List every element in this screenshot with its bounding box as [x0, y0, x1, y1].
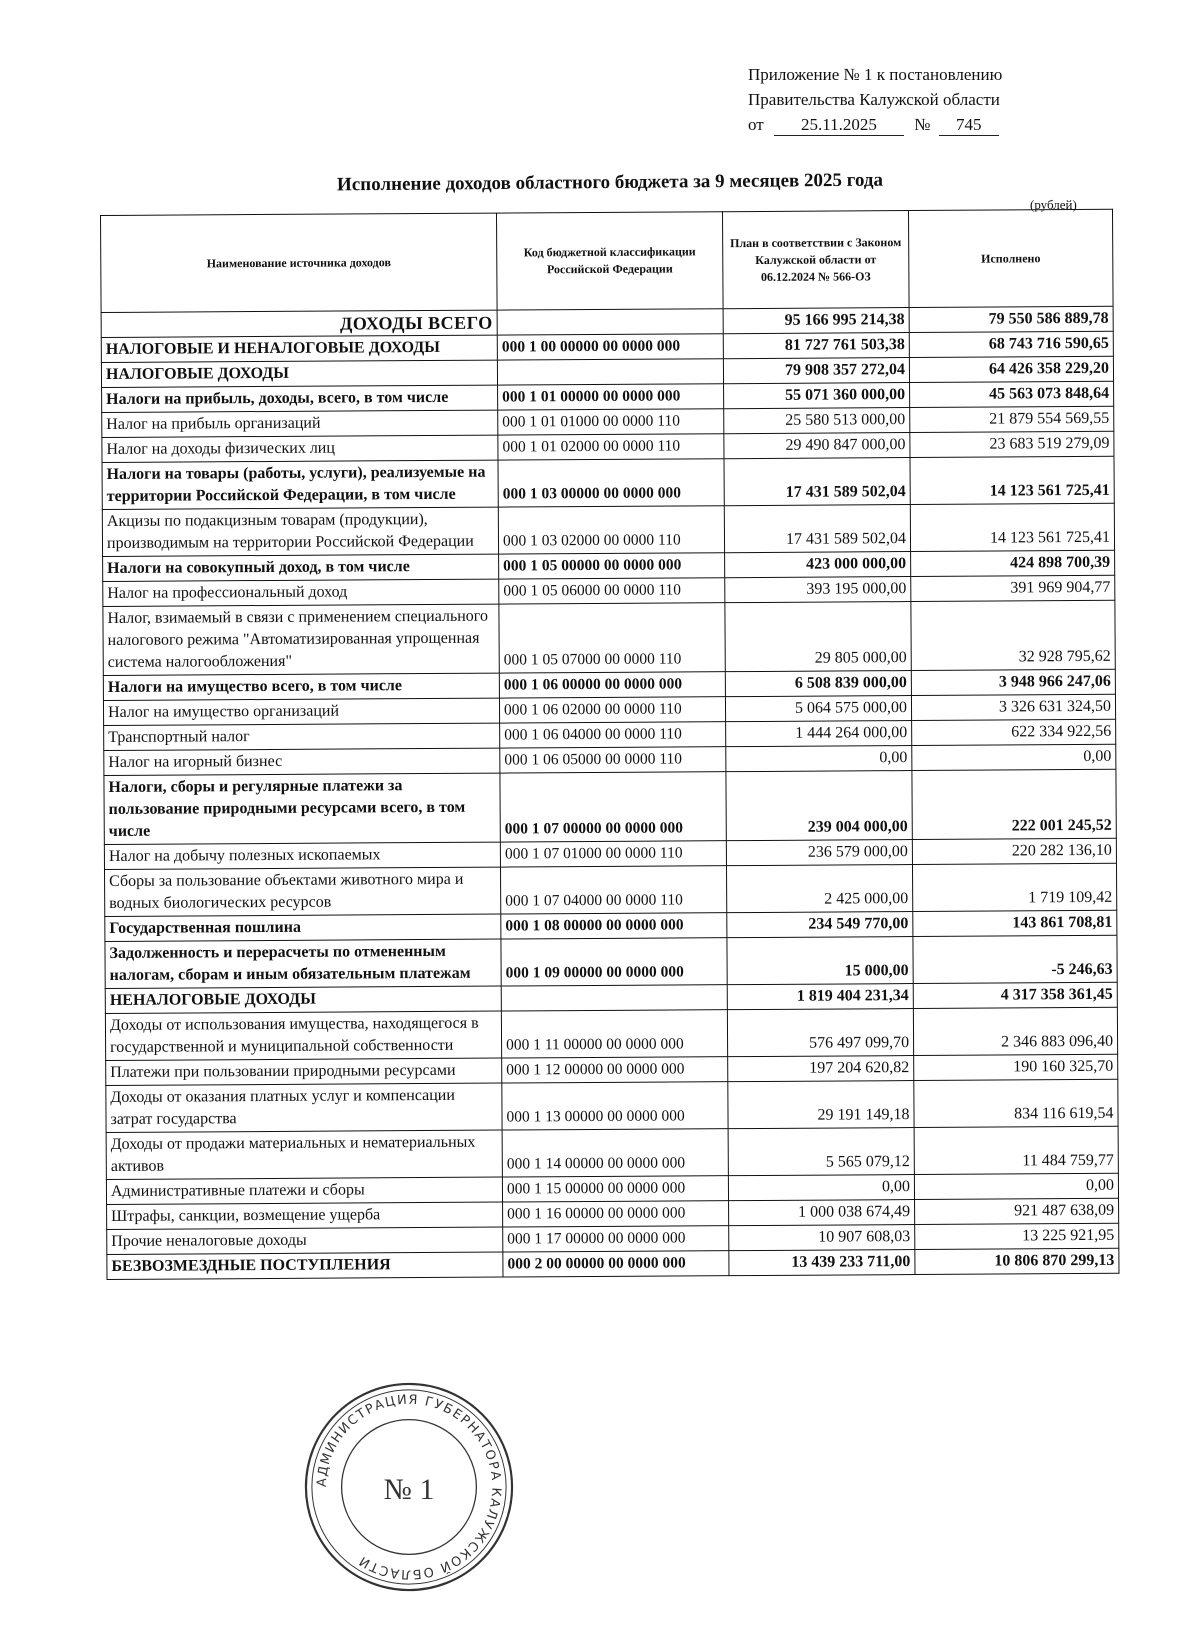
row-name: Административные платежи и сборы — [106, 1177, 502, 1204]
column-header-plan: План в соответствии с Законом Калужской области от 06.12.2024 № 566-ОЗ — [722, 211, 909, 309]
row-code: 000 1 14 00000 00 0000 000 — [502, 1129, 728, 1177]
row-code: 000 1 05 06000 00 0000 110 — [499, 578, 725, 604]
row-name: Налог на добычу полезных ископаемых — [104, 842, 500, 869]
row-name: Налог на доходы физических лиц — [102, 435, 498, 462]
row-executed: 45 563 073 848,64 — [910, 381, 1114, 407]
row-plan: 239 004 000,00 — [726, 771, 912, 841]
table-row — [105, 1007, 1117, 1060]
row-plan: 29 805 000,00 — [725, 602, 911, 672]
row-name: Доходы от оказания платных услуг и компенсации затрат государства — [106, 1083, 502, 1132]
appendix-header — [748, 62, 1068, 137]
row-name: Задолженность и перерасчеты по отмененным налогам, сборам и иным обязательным платежам — [105, 939, 501, 988]
row-name: Сборы за пользование объектами животного мира и водных биологических ресурсов — [104, 867, 500, 916]
row-executed: 0,00 — [912, 744, 1116, 770]
row-code: 000 1 11 00000 00 0000 000 — [501, 1010, 727, 1058]
row-code: 000 1 07 01000 00 0000 110 — [500, 841, 726, 867]
row-plan: 10 907 608,03 — [729, 1225, 915, 1251]
row-executed: -5 246,63 — [913, 935, 1117, 983]
row-executed: 21 879 554 569,55 — [910, 406, 1114, 432]
row-executed: 3 948 966 247,06 — [911, 669, 1115, 695]
table-header-row — [101, 209, 1114, 312]
table-row — [106, 1126, 1118, 1179]
row-name: НАЛОГОВЫЕ И НЕНАЛОГОВЫЕ ДОХОДЫ — [101, 335, 497, 362]
row-executed: 834 116 619,54 — [914, 1079, 1118, 1127]
row-name: Доходы от использования имущества, находящегося в государственной и муниципальной собственности — [105, 1011, 501, 1060]
row-name: Налог, взимаемый в связи с применением специального налогового режима "Автоматизированная упрощенная система налогообложения" — [103, 604, 499, 675]
row-name: Налоги на товары (работы, услуги), реализуемые на территории Российской Федерации, в том числе — [102, 460, 498, 509]
units-label: (рублей) — [1030, 197, 1077, 212]
row-name: Налоги на прибыль, доходы, всего, в том числе — [102, 385, 498, 412]
row-name: Налог на имущество организаций — [103, 698, 499, 725]
row-name: Налог на профессиональный доход — [103, 579, 499, 606]
appendix-line-1: Приложение № 1 к постановлению — [748, 65, 1003, 84]
row-code: 000 1 12 00000 00 0000 000 — [502, 1057, 728, 1083]
row-code: 000 1 15 00000 00 0000 000 — [502, 1176, 728, 1202]
row-code: 000 1 13 00000 00 0000 000 — [502, 1082, 728, 1130]
from-label: от — [748, 115, 764, 134]
row-plan: 1 444 264 000,00 — [726, 721, 912, 747]
row-executed: 143 861 708,81 — [913, 910, 1117, 936]
row-plan: 197 204 620,82 — [728, 1056, 914, 1082]
row-executed: 14 123 561 725,41 — [910, 456, 1114, 504]
row-plan: 29 191 149,18 — [728, 1081, 914, 1129]
row-name: Штрафы, санкции, возмещение ущерба — [107, 1202, 503, 1229]
table-row — [102, 503, 1114, 556]
row-plan: 1 819 404 231,34 — [727, 984, 913, 1010]
official-seal — [300, 1378, 518, 1596]
row-executed: 3 326 631 324,50 — [911, 694, 1115, 720]
row-executed: 64 426 358 229,20 — [909, 356, 1113, 382]
row-executed: 11 484 759,77 — [914, 1126, 1118, 1174]
row-executed: 622 334 922,56 — [912, 719, 1116, 745]
appendix-date-line — [748, 112, 1068, 137]
row-code: 000 1 01 01000 00 0000 110 — [498, 409, 724, 435]
row-name: Налог на игорный бизнес — [104, 748, 500, 775]
row-name: Транспортный налог — [104, 723, 500, 750]
row-plan: 29 490 847 000,00 — [724, 433, 910, 459]
row-executed: 1 719 109,42 — [912, 863, 1116, 911]
row-plan: 95 166 995 214,38 — [723, 308, 909, 334]
row-executed: 23 683 519 279,09 — [910, 431, 1114, 457]
row-code: 000 1 06 00000 00 0000 000 — [499, 672, 725, 698]
row-code: 000 1 06 04000 00 0000 110 — [500, 722, 726, 748]
row-code: 000 1 08 00000 00 0000 000 — [501, 913, 727, 939]
row-executed: 190 160 325,70 — [914, 1054, 1118, 1080]
row-code: 000 1 01 02000 00 0000 110 — [498, 434, 724, 460]
row-code: 000 2 00 00000 00 0000 000 — [503, 1251, 729, 1277]
row-plan: 2 425 000,00 — [726, 865, 912, 913]
row-executed: 424 898 700,39 — [911, 550, 1115, 576]
row-code — [497, 309, 723, 335]
row-name: Государственная пошлина — [105, 914, 501, 941]
row-code: 000 1 01 00000 00 0000 000 — [498, 384, 724, 410]
table-body — [101, 306, 1119, 1279]
row-code: 000 1 05 07000 00 0000 110 — [499, 603, 725, 673]
seal-center: № 1 — [383, 1473, 435, 1506]
row-code: 000 1 06 02000 00 0000 110 — [499, 697, 725, 723]
row-code — [497, 359, 723, 385]
row-executed: 68 743 716 590,65 — [909, 331, 1113, 357]
row-executed: 4 317 358 361,45 — [913, 982, 1117, 1008]
row-name: Налог на прибыль организаций — [102, 410, 498, 437]
table-row — [105, 935, 1117, 988]
row-executed: 220 282 136,10 — [912, 838, 1116, 864]
row-plan: 79 908 357 272,04 — [723, 358, 909, 384]
svg-text:АДМИНИСТРАЦИЯ ГУБЕРНАТОРА КАЛУ: АДМИНИСТРАЦИЯ ГУБЕРНАТОРА КАЛУЖСКОЙ ОБЛАСТИ — [314, 1392, 504, 1582]
row-name: Налоги, сборы и регулярные платежи за пользование природными ресурсами всего, в том числе — [104, 773, 500, 844]
row-code: 000 1 06 05000 00 0000 110 — [500, 747, 726, 773]
table-row — [103, 600, 1115, 675]
number-label: № — [914, 115, 931, 134]
row-plan: 25 580 513 000,00 — [724, 408, 910, 434]
row-plan: 5 565 079,12 — [728, 1128, 914, 1176]
table-row — [104, 863, 1116, 916]
resolution-date: 25.11.2025 — [774, 115, 904, 136]
row-plan: 576 497 099,70 — [727, 1009, 913, 1057]
table-row — [104, 769, 1116, 844]
appendix-line-2: Правительства Калужской области — [748, 90, 1000, 109]
row-plan: 6 508 839 000,00 — [725, 671, 911, 697]
row-name: Доходы от продажи материальных и нематериальных активов — [106, 1130, 502, 1179]
row-plan: 15 000,00 — [727, 937, 913, 985]
row-plan: 236 579 000,00 — [726, 840, 912, 866]
row-plan: 5 064 575 000,00 — [725, 696, 911, 722]
row-executed: 32 928 795,62 — [911, 600, 1115, 670]
row-code: 000 1 17 00000 00 0000 000 — [503, 1226, 729, 1252]
row-code: 000 1 03 02000 00 0000 110 — [498, 506, 724, 554]
row-name: НЕНАЛОГОВЫЕ ДОХОДЫ — [105, 986, 501, 1013]
row-executed: 0,00 — [914, 1173, 1118, 1199]
row-executed: 391 969 904,77 — [911, 575, 1115, 601]
row-name: БЕЗВОЗМЕЗДНЫЕ ПОСТУПЛЕНИЯ — [107, 1252, 503, 1279]
row-name: Прочие неналоговые доходы — [107, 1227, 503, 1254]
row-code: 000 1 03 00000 00 0000 000 — [498, 459, 724, 507]
row-plan: 0,00 — [726, 746, 912, 772]
row-name: ДОХОДЫ ВСЕГО — [101, 310, 497, 337]
row-plan: 81 727 761 503,38 — [723, 333, 909, 359]
row-code: 000 1 09 00000 00 0000 000 — [501, 938, 727, 986]
row-name: Платежи при пользовании природными ресурсами — [106, 1058, 502, 1085]
row-plan: 0,00 — [728, 1175, 914, 1201]
row-plan: 13 439 233 711,00 — [729, 1250, 915, 1276]
row-executed: 10 806 870 299,13 — [915, 1248, 1119, 1274]
row-code: 000 1 07 04000 00 0000 110 — [500, 866, 726, 914]
column-header-name: Наименование источника доходов — [101, 213, 498, 312]
row-executed: 14 123 561 725,41 — [910, 503, 1114, 551]
row-executed: 13 225 921,95 — [915, 1223, 1119, 1249]
row-code: 000 1 05 00000 00 0000 000 — [499, 553, 725, 579]
table-row — [106, 1079, 1118, 1132]
revenue-table — [100, 209, 1119, 1280]
row-plan: 17 431 589 502,04 — [724, 458, 910, 506]
row-executed: 2 346 883 096,40 — [913, 1007, 1117, 1055]
row-name: Налоги на совокупный доход, в том числе — [103, 554, 499, 581]
column-header-executed: Исполнено — [908, 209, 1113, 307]
row-code: 000 1 16 00000 00 0000 000 — [503, 1201, 729, 1227]
row-code: 000 1 07 00000 00 0000 000 — [500, 772, 726, 842]
row-plan: 423 000 000,00 — [725, 552, 911, 578]
row-code: 000 1 00 00000 00 0000 000 — [497, 334, 723, 360]
row-name: НАЛОГОВЫЕ ДОХОДЫ — [101, 360, 497, 387]
row-executed: 222 001 245,52 — [912, 769, 1116, 839]
row-executed: 79 550 586 889,78 — [909, 306, 1113, 332]
document-title: Исполнение доходов областного бюджета за 9 месяцев 2025 года — [336, 169, 884, 196]
row-plan: 1 000 038 674,49 — [729, 1200, 915, 1226]
row-code — [501, 985, 727, 1011]
row-name: Акцизы по подакцизным товарам (продукции), производимым на территории Российской Федерации — [102, 507, 498, 556]
row-name: Налоги на имущество всего, в том числе — [103, 673, 499, 700]
row-plan: 17 431 589 502,04 — [724, 505, 910, 553]
table-row — [107, 1248, 1119, 1279]
column-header-code: Код бюджетной классификации Российской Федерации — [496, 212, 723, 310]
resolution-number: 745 — [939, 115, 999, 136]
row-plan: 393 195 000,00 — [725, 577, 911, 603]
row-plan: 55 071 360 000,00 — [724, 383, 910, 409]
row-executed: 921 487 638,09 — [915, 1198, 1119, 1224]
table-row — [102, 456, 1114, 509]
row-plan: 234 549 770,00 — [727, 912, 913, 938]
